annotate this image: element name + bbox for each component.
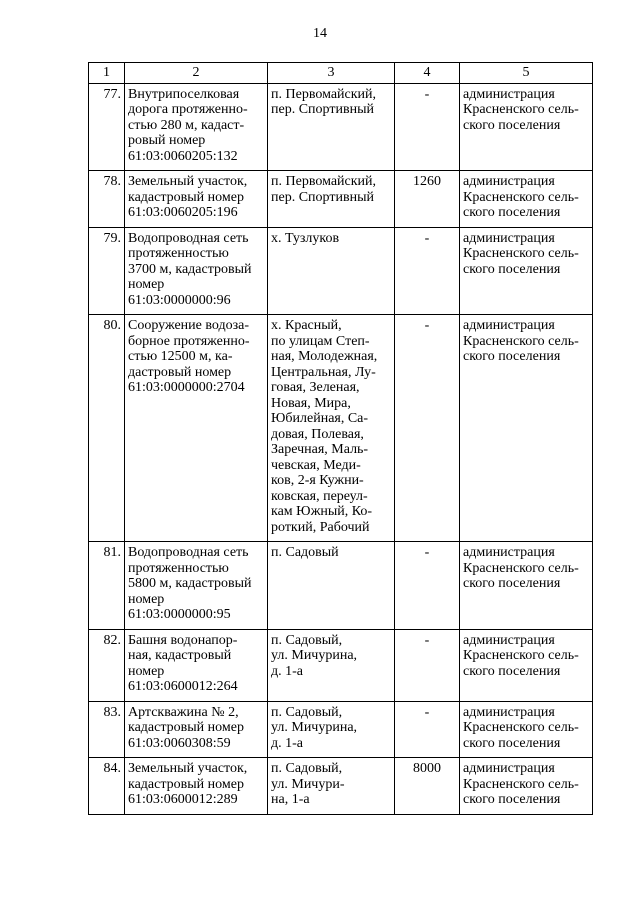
location-line: ул. Мичури- [271, 776, 345, 792]
name-line: Сооружение водоза- [128, 318, 250, 333]
location-cell [268, 701, 395, 758]
row-number: 82. [89, 629, 125, 701]
holder-line: ского поселения [463, 735, 561, 751]
table-row [89, 758, 593, 815]
object-name-cell [125, 542, 268, 630]
holder-cell [460, 629, 593, 701]
name-line: кадастровый номер [128, 720, 244, 735]
name-line: 61:03:0060205:196 [128, 205, 238, 220]
holder-line: ского поселения [463, 117, 561, 133]
object-name-cell [125, 758, 268, 815]
holder-line: Красненского сель- [463, 189, 579, 205]
holder-line: Красненского сель- [463, 776, 579, 792]
name-line: Водопроводная сеть [128, 230, 249, 246]
name-line: номер [128, 277, 165, 292]
name-line: 61:03:0060308:59 [128, 735, 231, 751]
location-line: на, 1-а [271, 792, 310, 807]
location-line: д. 1-а [271, 663, 303, 679]
column-header: 2 [125, 63, 268, 84]
object-name-cell [125, 315, 268, 542]
row-number: 81. [89, 542, 125, 630]
area-cell: - [395, 227, 460, 315]
location-cell [268, 83, 395, 171]
name-line: стью 280 м, кадаст- [128, 117, 245, 133]
table-row [89, 171, 593, 228]
location-cell [268, 629, 395, 701]
name-line: 61:03:0600012:264 [128, 679, 238, 694]
location-line: Центральная, Лу- [271, 364, 376, 380]
holder-line: ского поселения [463, 792, 561, 807]
location-line: Заречная, Маль- [271, 442, 369, 457]
location-line: д. 1-а [271, 735, 303, 751]
area-cell: - [395, 315, 460, 542]
holder-line: администрация [463, 632, 555, 648]
object-name-cell [125, 227, 268, 315]
name-line: 61:03:0000000:96 [128, 292, 231, 308]
holder-line: администрация [463, 174, 555, 189]
holder-line: ского поселения [463, 576, 561, 591]
location-line: пер. Спортивный [271, 189, 374, 205]
location-line: х. Тузлуков [271, 230, 340, 246]
name-line: Земельный участок, [128, 174, 248, 189]
holder-cell [460, 315, 593, 542]
row-number: 78. [89, 171, 125, 228]
name-line: дорога протяженно- [128, 102, 248, 117]
name-line: борное протяженно- [128, 333, 250, 349]
holder-cell [460, 83, 593, 171]
location-line: п. Первомайский, [271, 86, 377, 102]
location-line: роткий, Рабочий [271, 519, 370, 535]
row-number: 77. [89, 83, 125, 171]
area-cell: 1260 [395, 171, 460, 228]
table-row [89, 542, 593, 630]
location-line: ул. Мичурина, [271, 720, 358, 735]
area-cell: 8000 [395, 758, 460, 815]
holder-line: ского поселения [463, 261, 561, 277]
table-row [89, 83, 593, 171]
row-number: 83. [89, 701, 125, 758]
name-line: номер [128, 663, 165, 679]
holder-cell [460, 701, 593, 758]
location-line: ная, Молодежная, [271, 349, 378, 364]
holder-line: ского поселения [463, 663, 561, 679]
name-line: стью 12500 м, ка- [128, 349, 233, 364]
name-line: номер [128, 591, 165, 607]
table-row [89, 315, 593, 542]
name-line: ровый номер [128, 133, 206, 148]
location-line: кам Южный, Ко- [271, 504, 373, 519]
location-line: говая, Зеленая, [271, 380, 360, 395]
location-line: ул. Мичурина, [271, 648, 358, 663]
name-line: 61:03:0000000:2704 [128, 380, 245, 395]
location-line: п. Садовый, [271, 704, 343, 720]
area-cell: - [395, 542, 460, 630]
name-line: 61:03:0060205:132 [128, 148, 238, 164]
location-line: Юбилейная, Са- [271, 411, 369, 426]
holder-line: администрация [463, 86, 555, 102]
holder-line: администрация [463, 545, 555, 560]
location-line: пер. Спортивный [271, 102, 374, 117]
holder-line: администрация [463, 704, 555, 720]
property-table [88, 62, 593, 815]
location-cell [268, 542, 395, 630]
holder-cell [460, 542, 593, 630]
location-line: п. Садовый [271, 545, 339, 560]
area-cell: - [395, 629, 460, 701]
name-line: протяженностью [128, 246, 229, 261]
area-cell: - [395, 83, 460, 171]
page-number: 14 [313, 26, 327, 41]
object-name-cell [125, 701, 268, 758]
name-line: 61:03:0000000:95 [128, 607, 231, 622]
row-number: 79. [89, 227, 125, 315]
holder-line: администрация [463, 761, 555, 776]
holder-line: Красненского сель- [463, 333, 579, 349]
holder-line: Красненского сель- [463, 720, 579, 735]
column-header: 4 [395, 63, 460, 84]
holder-line: Красненского сель- [463, 102, 579, 117]
name-line: Водопроводная сеть [128, 545, 249, 560]
location-cell [268, 315, 395, 542]
table-header-row [89, 63, 593, 84]
location-line: по улицам Степ- [271, 333, 370, 349]
location-line: чевская, Меди- [271, 457, 361, 473]
name-line: Внутрипоселковая [128, 86, 240, 102]
object-name-cell [125, 629, 268, 701]
name-line: 3700 м, кадастровый [128, 261, 252, 277]
holder-cell [460, 227, 593, 315]
location-cell [268, 227, 395, 315]
location-cell [268, 758, 395, 815]
table-body [89, 83, 593, 814]
table-row [89, 629, 593, 701]
holder-line: Красненского сель- [463, 246, 579, 261]
name-line: 61:03:0600012:289 [128, 792, 238, 807]
holder-line: Красненского сель- [463, 560, 579, 576]
column-header: 3 [268, 63, 395, 84]
holder-cell [460, 171, 593, 228]
location-line: довая, Полевая, [271, 426, 364, 442]
location-line: п. Первомайский, [271, 174, 377, 189]
holder-line: администрация [463, 230, 555, 246]
area-cell: - [395, 701, 460, 758]
location-line: ков, 2-я Кужни- [271, 473, 364, 488]
object-name-cell [125, 83, 268, 171]
location-line: Новая, Мира, [271, 395, 351, 411]
name-line: кадастровый номер [128, 776, 244, 792]
table-row [89, 701, 593, 758]
location-cell [268, 171, 395, 228]
name-line: 5800 м, кадастровый [128, 576, 252, 591]
holder-line: Красненского сель- [463, 648, 579, 663]
holder-cell [460, 758, 593, 815]
name-line: Башня водонапор- [128, 632, 238, 648]
name-line: дастровый номер [128, 364, 232, 380]
holder-line: администрация [463, 318, 555, 333]
row-number: 84. [89, 758, 125, 815]
name-line: Артскважина № 2, [128, 704, 239, 720]
location-line: п. Садовый, [271, 761, 343, 776]
column-header: 1 [89, 63, 125, 84]
holder-line: ского поселения [463, 205, 561, 220]
name-line: Земельный участок, [128, 761, 248, 776]
location-line: п. Садовый, [271, 632, 343, 648]
location-line: ковская, переул- [271, 488, 368, 504]
name-line: протяженностью [128, 560, 229, 576]
object-name-cell [125, 171, 268, 228]
holder-line: ского поселения [463, 349, 561, 364]
column-header: 5 [460, 63, 593, 84]
table-row [89, 227, 593, 315]
name-line: ная, кадастровый [128, 648, 232, 663]
location-line: х. Красный, [271, 318, 342, 333]
name-line: кадастровый номер [128, 189, 244, 205]
row-number: 80. [89, 315, 125, 542]
